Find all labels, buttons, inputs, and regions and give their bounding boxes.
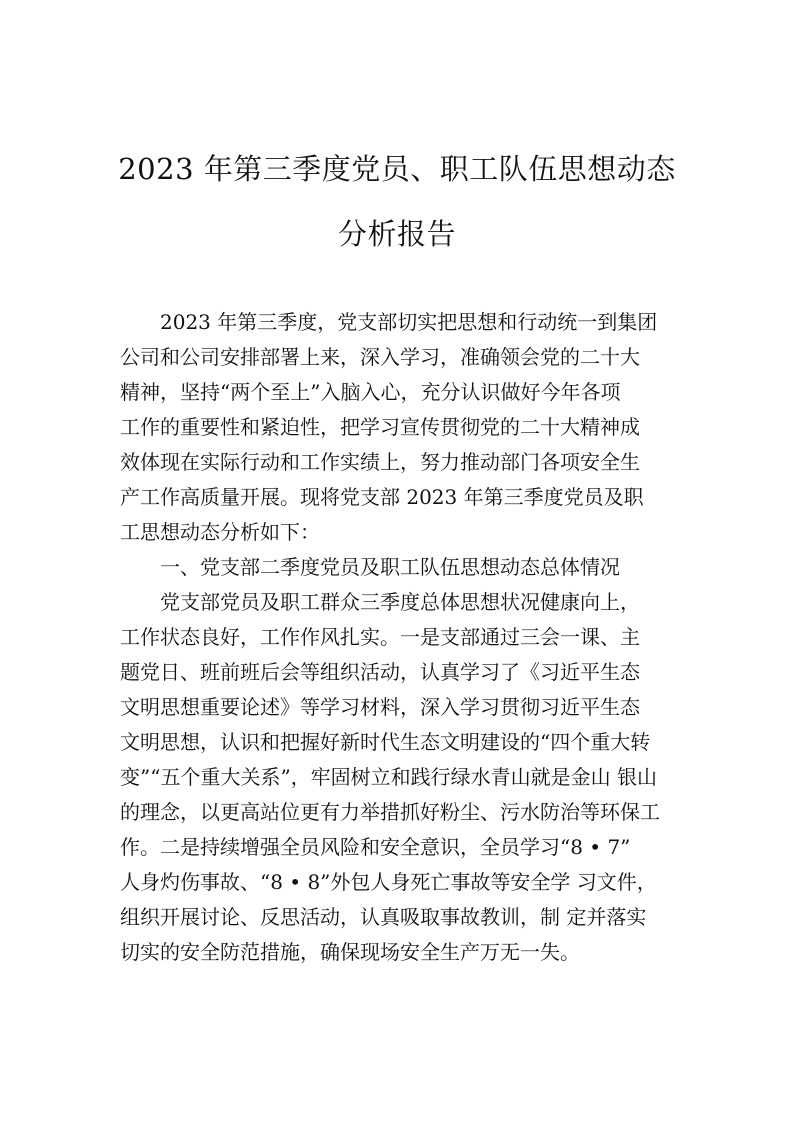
- body-text-line: 文明思想重要论述》等学习材料，深入学习贯彻习近平生态: [120, 695, 640, 719]
- body-text-line: 文明思想，认识和把握好新时代生态文明建设的“四个重大转: [120, 730, 651, 754]
- document-body: [120, 305, 690, 970]
- document-title-line-2: 分析报告: [337, 217, 456, 251]
- body-text-line: 工作状态良好，工作作风扎实。一是支部通过三会一课、主: [120, 625, 640, 649]
- body-text-line: 人身灼伤事故、“8 • 8”外包人身死亡事故等安全学 习文件，: [120, 870, 657, 894]
- body-text-line: 工思想动态分析如下：: [120, 520, 320, 544]
- body-text-line: 党支部党员及职工群众三季度总体思想状况健康向上，: [160, 590, 640, 614]
- body-text-line: 效体现在实际行动和工作实绩上，努力推动部门各项安全生: [120, 450, 640, 474]
- body-text-line: 工作的重要性和紧迫性，把学习宣传贯彻党的二十大精神成: [120, 415, 640, 439]
- body-text-line: 2023 年第三季度，党支部切实把思想和行动统一到集团: [160, 310, 658, 334]
- body-text-line: 切实的安全防范措施，确保现场安全生产万无一失。: [120, 940, 580, 964]
- section-heading: 一、党支部二季度党员及职工队伍思想动态总体情况: [160, 555, 620, 579]
- body-text-line: 的理念，以更高站位更有力举措抓好粉尘、污水防治等环保工: [120, 800, 660, 824]
- body-text-line: 公司和公司安排部署上来，深入学习，准确领会党的二十大: [120, 345, 640, 369]
- document-title-line-1: 2023 年第三季度党员、职工队伍思想动态: [118, 152, 676, 186]
- body-text-line: 作。二是持续增强全员风险和安全意识，全员学习“8 • 7”: [120, 835, 631, 859]
- body-text-line: 产工作高质量开展。现将党支部 2023 年第三季度党员及职: [120, 485, 644, 509]
- body-text-line: 精神，坚持“两个至上”入脑入心，充分认识做好今年各项: [120, 380, 621, 404]
- body-text-line: 组织开展讨论、反思活动，认真吸取事故教训，制 定并落实: [120, 905, 647, 929]
- body-text-line: 题党日、班前班后会等组织活动，认真学习了《习近平生态: [120, 660, 640, 684]
- body-text-line: 变”“五个重大关系”，牢固树立和践行绿水青山就是金山 银山: [120, 765, 658, 789]
